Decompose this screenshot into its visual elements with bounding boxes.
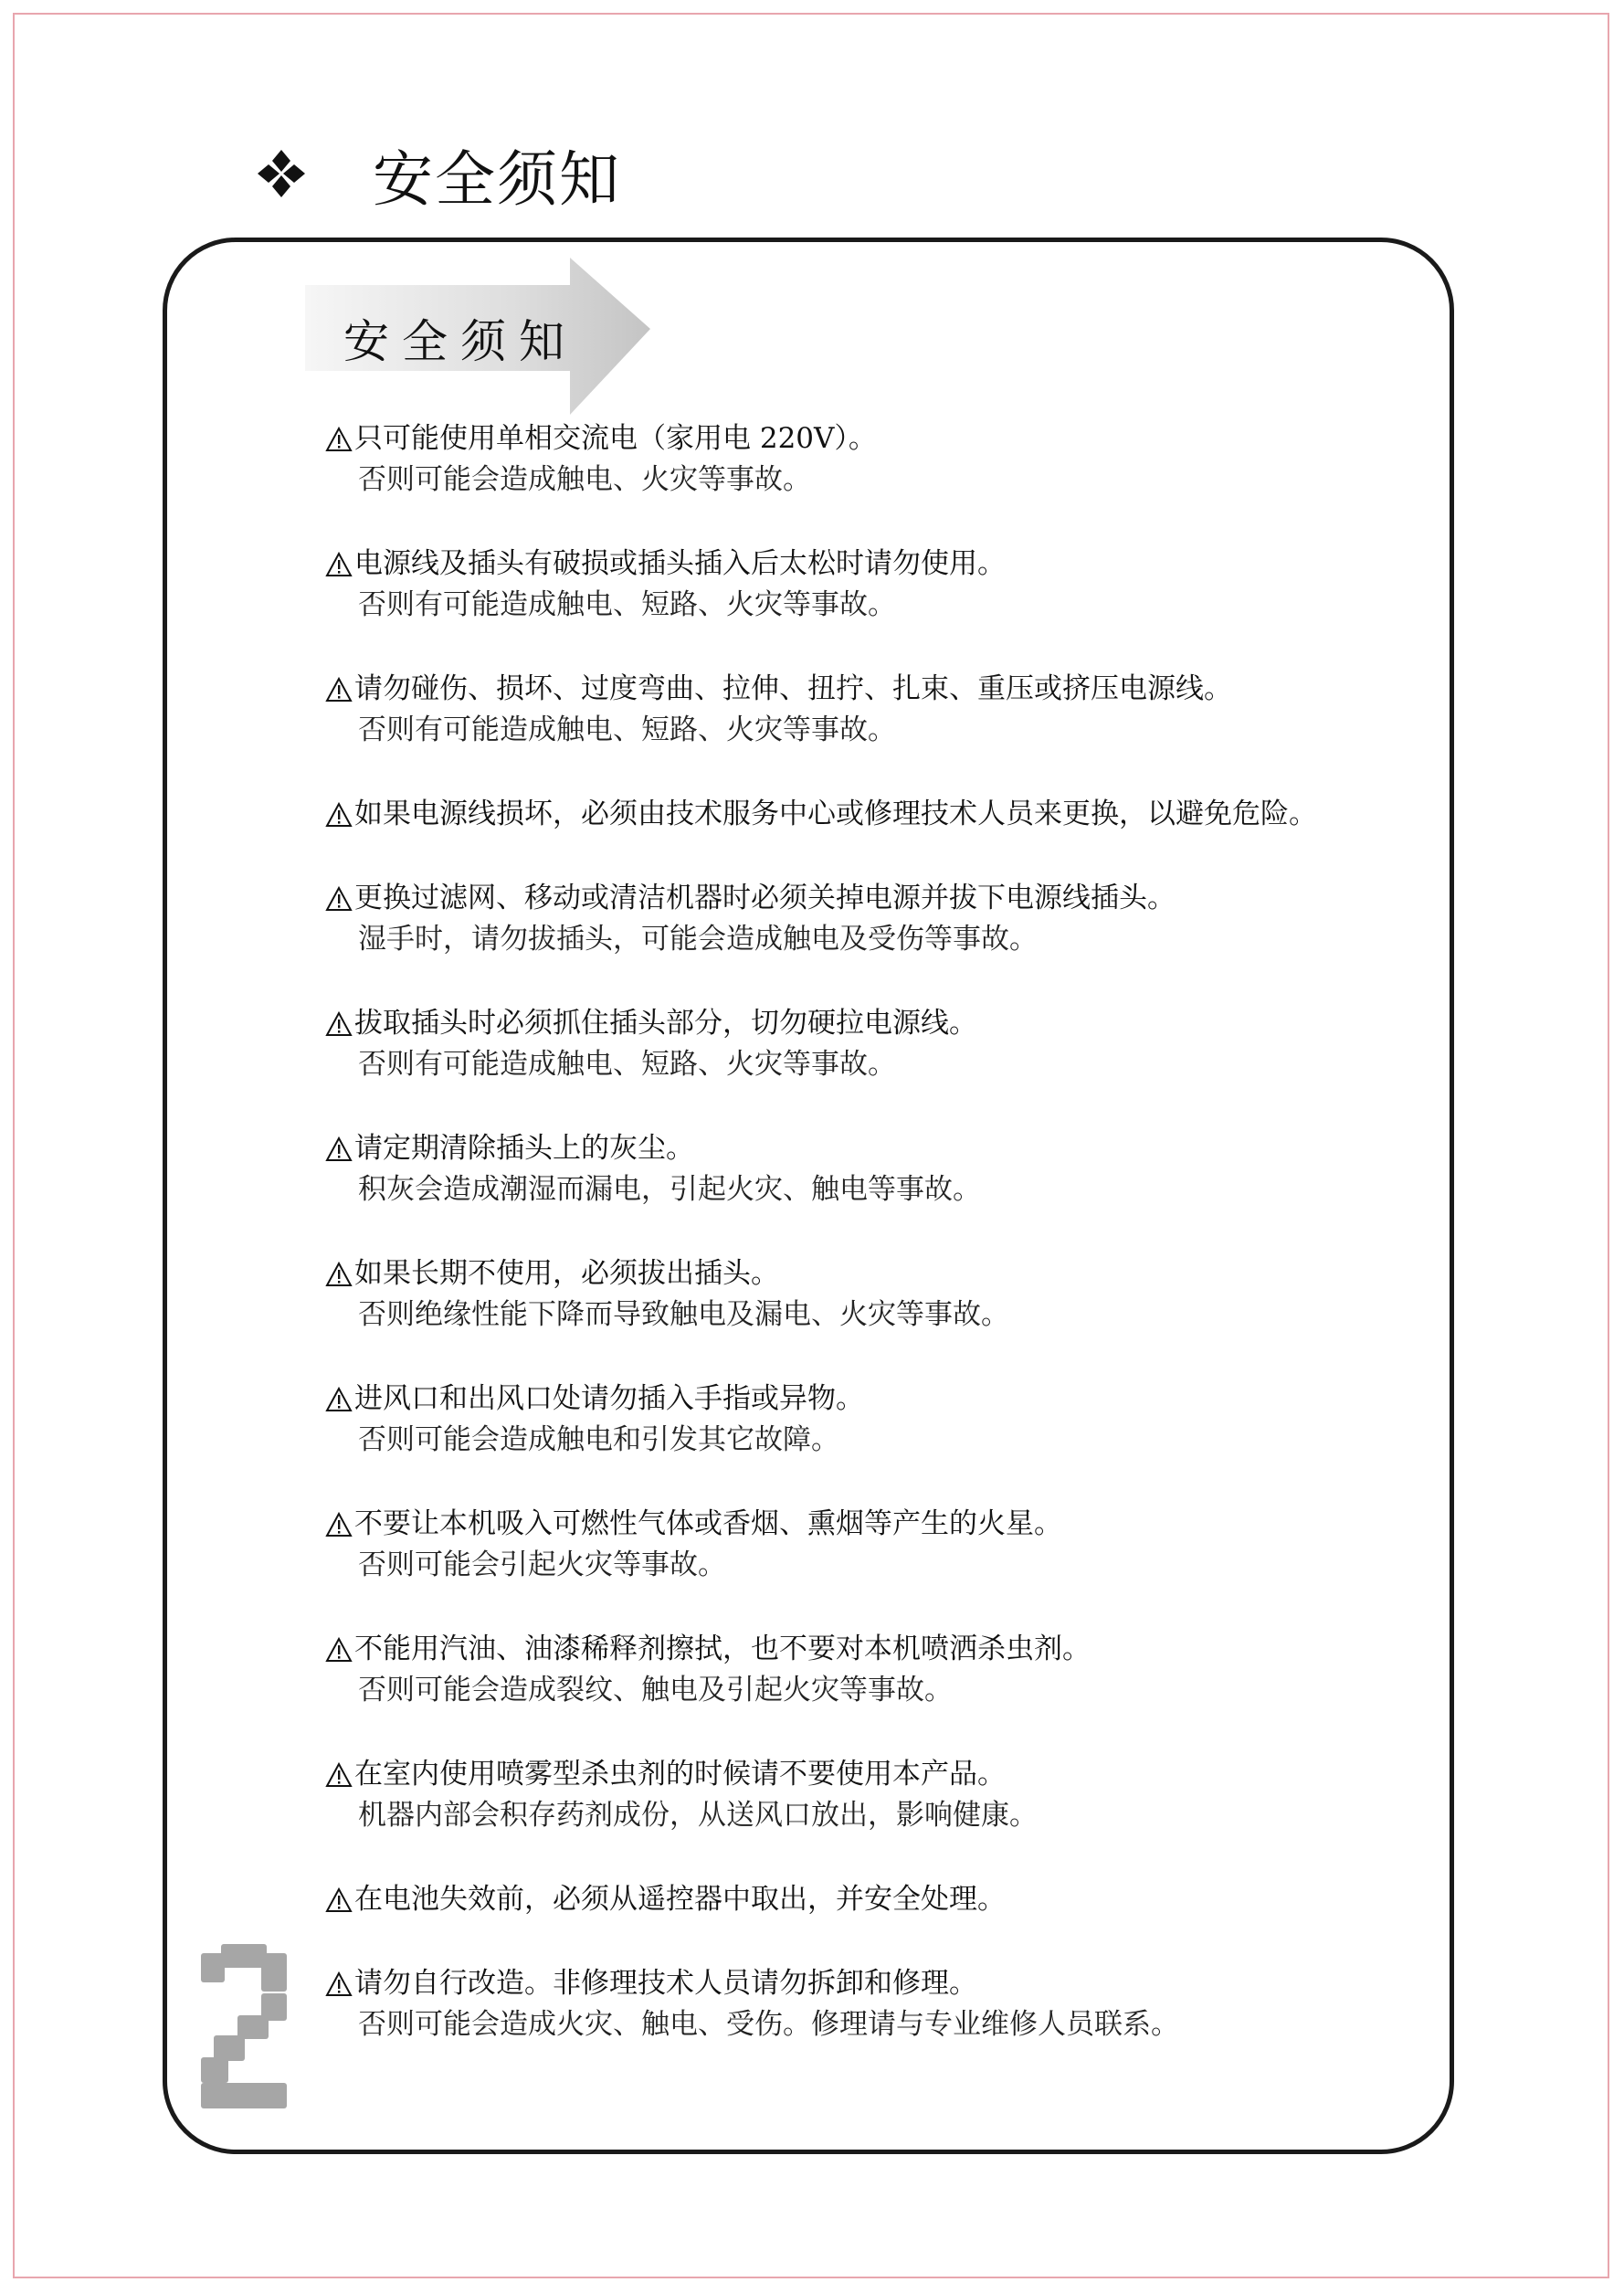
safety-notice-item bbox=[325, 1963, 1421, 2045]
notice-main-text: 不能用汽油、油漆稀释剂擦拭，也不要对本机喷洒杀虫剂。 bbox=[354, 1633, 1091, 1665]
warning-triangle-icon bbox=[325, 1637, 353, 1663]
warning-triangle-icon bbox=[325, 1512, 353, 1537]
notice-sub-text: 否则绝缘性能下降而导致触电及漏电、火灾等事故。 bbox=[358, 1298, 1009, 1331]
notice-main-text: 在电池失效前，必须从遥控器中取出，并安全处理。 bbox=[354, 1883, 1006, 1916]
safety-notice-item bbox=[325, 1128, 1421, 1210]
safety-notice-item bbox=[325, 1879, 1421, 1920]
notice-main-text: 请勿碰伤、损坏、过度弯曲、拉伸、扭拧、扎束、重压或挤压电源线。 bbox=[354, 672, 1232, 705]
notice-sub-text: 否则有可能造成触电、短路、火灾等事故。 bbox=[358, 588, 896, 621]
notice-main-line bbox=[325, 794, 1421, 835]
notice-main-text: 拔取插头时必须抓住插头部分，切勿硬拉电源线。 bbox=[354, 1007, 977, 1040]
notice-sub-text: 否则可能会造成裂纹、触电及引起火灾等事故。 bbox=[358, 1674, 953, 1707]
safety-notice-item bbox=[325, 1003, 1421, 1085]
notice-main-text: 进风口和出风口处请勿插入手指或异物。 bbox=[354, 1382, 864, 1415]
safety-notice-item bbox=[325, 1629, 1421, 1711]
page-title: 安全须知 bbox=[373, 143, 621, 215]
notice-main-line bbox=[325, 544, 1421, 585]
notice-main-text: 更换过滤网、移动或清洁机器时必须关掉电源并拔下电源线插头。 bbox=[354, 882, 1176, 914]
notice-main-line bbox=[325, 1754, 1421, 1795]
notice-main-text: 在室内使用喷雾型杀虫剂的时候请不要使用本产品。 bbox=[354, 1758, 1006, 1791]
warning-triangle-icon bbox=[325, 1887, 353, 1913]
notice-sub-text: 否则可能会引起火灾等事故。 bbox=[358, 1548, 726, 1581]
page-heading bbox=[256, 128, 621, 219]
notice-sub-text: 机器内部会积存药剂成份，从送风口放出，影响健康。 bbox=[358, 1799, 1038, 1832]
notice-sub-text: 否则有可能造成触电、短路、火灾等事故。 bbox=[358, 713, 896, 746]
warning-triangle-icon bbox=[325, 886, 353, 912]
safety-notice-item bbox=[325, 878, 1421, 960]
safety-notice-item bbox=[325, 418, 1421, 501]
notice-main-line bbox=[325, 1379, 1421, 1420]
warning-triangle-icon bbox=[325, 552, 353, 577]
notice-sub-text: 否则可能会造成触电和引发其它故障。 bbox=[358, 1423, 839, 1456]
warning-triangle-icon bbox=[325, 802, 353, 828]
warning-triangle-icon bbox=[325, 1011, 353, 1037]
notice-main-line bbox=[325, 1629, 1421, 1670]
notice-main-line bbox=[325, 1879, 1421, 1920]
safety-notice-item bbox=[325, 794, 1421, 835]
notice-main-line bbox=[325, 669, 1421, 710]
notice-main-text: 只可能使用单相交流电（家用电 220V）。 bbox=[354, 422, 877, 455]
warning-triangle-icon bbox=[325, 427, 353, 452]
safety-notice-item bbox=[325, 1754, 1421, 1836]
warning-triangle-icon bbox=[325, 1262, 353, 1287]
warning-triangle-icon bbox=[325, 1136, 353, 1162]
notice-main-line bbox=[325, 1504, 1421, 1545]
warning-triangle-icon bbox=[325, 1387, 353, 1412]
notice-main-text: 如果电源线损坏，必须由技术服务中心或修理技术人员来更换，以避免危险。 bbox=[354, 798, 1317, 830]
section-banner bbox=[305, 258, 652, 415]
warning-triangle-icon bbox=[325, 1971, 353, 1997]
safety-notice-item bbox=[325, 1253, 1421, 1336]
notice-main-line bbox=[325, 1003, 1421, 1044]
notice-main-text: 请勿自行改造。非修理技术人员请勿拆卸和修理。 bbox=[354, 1967, 977, 2000]
page-number-2-icon bbox=[201, 1944, 289, 2108]
warning-triangle-icon bbox=[325, 1762, 353, 1788]
notice-main-text: 请定期清除插头上的灰尘。 bbox=[354, 1132, 694, 1165]
four-diamond-icon bbox=[256, 148, 307, 199]
notice-sub-text: 积灰会造成潮湿而漏电，引起火灾、触电等事故。 bbox=[358, 1173, 981, 1206]
notice-main-line bbox=[325, 1963, 1421, 2004]
notice-main-text: 电源线及插头有破损或插头插入后太松时请勿使用。 bbox=[354, 547, 1006, 580]
safety-notice-item bbox=[325, 1504, 1421, 1586]
warning-triangle-icon bbox=[325, 677, 353, 703]
safety-notice-item bbox=[325, 544, 1421, 626]
notice-sub-text: 否则有可能造成触电、短路、火灾等事故。 bbox=[358, 1048, 896, 1081]
notice-sub-text: 否则可能会造成火灾、触电、受伤。修理请与专业维修人员联系。 bbox=[358, 2008, 1179, 2041]
notice-sub-text: 湿手时，请勿拔插头，可能会造成触电及受伤等事故。 bbox=[358, 923, 1038, 956]
banner-label: 安全须知 bbox=[343, 315, 577, 368]
notice-main-text: 如果长期不使用，必须拔出插头。 bbox=[354, 1257, 779, 1290]
notice-main-line bbox=[325, 1128, 1421, 1169]
safety-notice-item bbox=[325, 669, 1421, 751]
notice-main-line bbox=[325, 1253, 1421, 1294]
notice-main-text: 不要让本机吸入可燃性气体或香烟、熏烟等产生的火星。 bbox=[354, 1507, 1062, 1540]
safety-notice-list bbox=[325, 418, 1421, 2088]
notice-main-line bbox=[325, 418, 1421, 460]
notice-main-line bbox=[325, 878, 1421, 919]
safety-notice-item bbox=[325, 1379, 1421, 1461]
notice-sub-text: 否则可能会造成触电、火灾等事故。 bbox=[358, 463, 811, 496]
